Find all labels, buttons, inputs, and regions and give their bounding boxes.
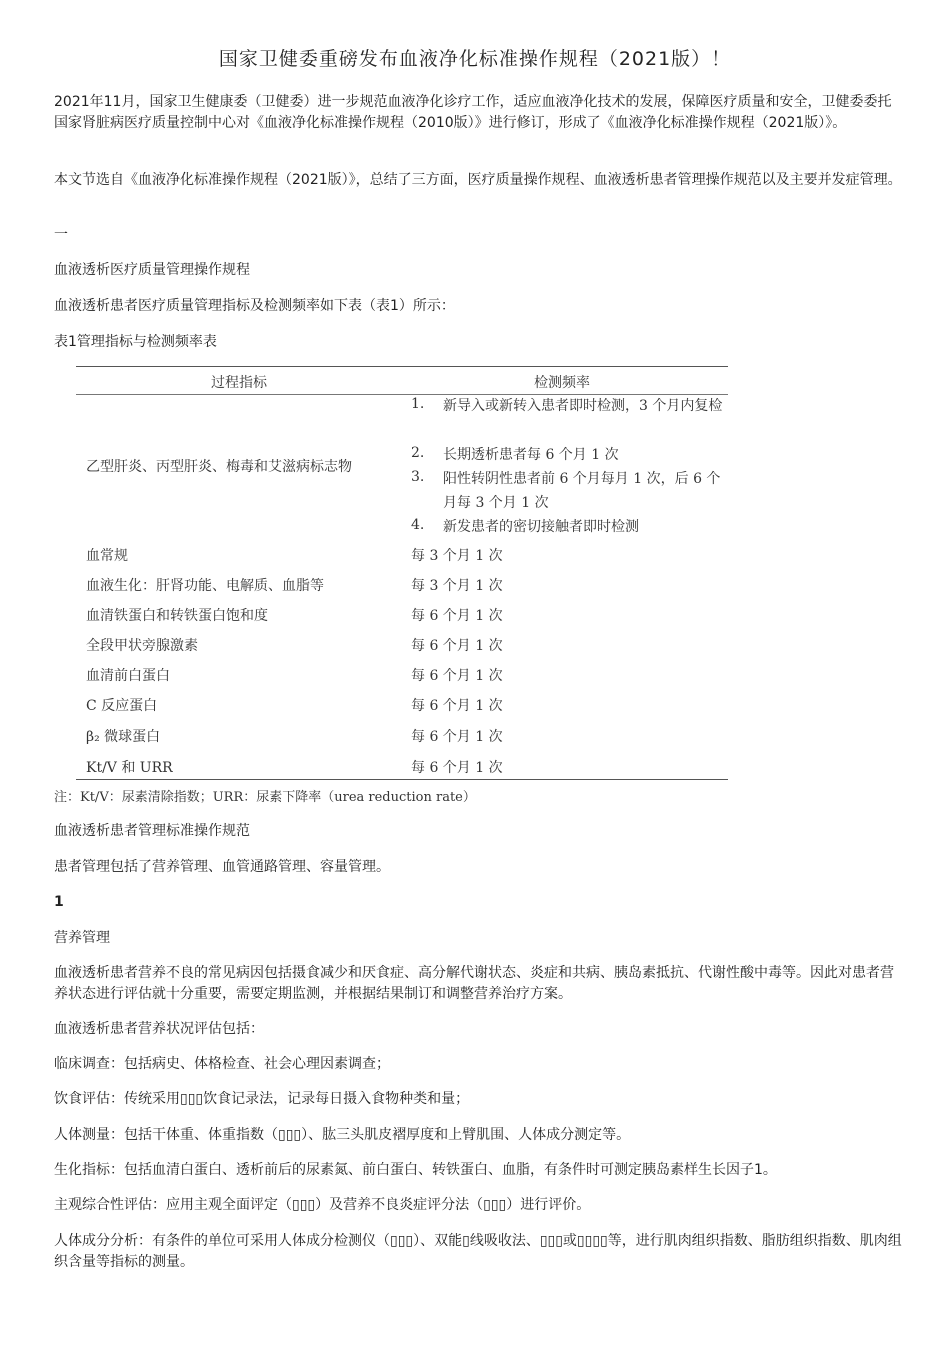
table-top-rule: [76, 366, 728, 367]
subsection-number: 1: [54, 894, 64, 910]
table-cell-frequency: 每 6 个月 1 次: [411, 698, 503, 714]
table-caption: 表1管理指标与检测频率表: [54, 334, 217, 350]
table-cell-indicator: 血常规: [86, 548, 128, 564]
table-list-number: 3.: [411, 469, 425, 485]
assessment-intro: 血液透析患者营养状况评估包括：: [54, 1021, 264, 1037]
table-cell-frequency: 每 3 个月 1 次: [411, 548, 503, 564]
assessment-item-body: 人体测量：包括干体重、体重指数（▯▯▯）、肱三头肌皮褶厚度和上臂肌围、人体成分测定等。: [54, 1127, 631, 1143]
subsection-heading: 营养管理: [54, 930, 110, 946]
table-cell-frequency: 每 6 个月 1 次: [411, 760, 503, 776]
section1-heading: 血液透析医疗质量管理操作规程: [54, 262, 250, 278]
table-list-text: 长期透析患者每 6 个月 1 次: [443, 447, 619, 463]
table-cell-indicator: β₂ 微球蛋白: [86, 729, 161, 745]
assessment-item-composition: 人体成分分析：有条件的单位可采用人体成分检测仪（▯▯▯）、双能▯线吸收法、▯▯▯或▯▯▯▯等，进行肌肉组织指数、脂肪组织指数、肌肉组织含量等指标的测量。: [54, 1233, 902, 1270]
table-cell-frequency: 每 6 个月 1 次: [411, 668, 503, 684]
table-bottom-rule: [76, 779, 728, 780]
table-list-number: 2.: [411, 445, 425, 461]
table-cell-indicator: 血清铁蛋白和转铁蛋白饱和度: [86, 608, 268, 624]
table-cell-frequency: 每 6 个月 1 次: [411, 729, 503, 745]
assessment-item-subjective: 主观综合性评估：应用主观全面评定（▯▯▯）及营养不良炎症评分法（▯▯▯）进行评价。: [54, 1197, 591, 1213]
assessment-item-diet: 饮食评估：传统采用▯▯▯饮食记录法，记录每日摄入食物种类和量；: [54, 1091, 470, 1107]
table-header-indicator: 过程指标: [211, 375, 267, 391]
section2-description: 患者管理包括了营养管理、血管通路管理、容量管理。: [54, 859, 390, 875]
table-note: 注：Kt/V：尿素清除指数；URR：尿素下降率（urea reduction rate）: [54, 790, 476, 805]
table-cell-indicator: Kt/V 和 URR: [86, 760, 173, 776]
table-cell-frequency: 每 6 个月 1 次: [411, 638, 503, 654]
table-list-number: 4.: [411, 517, 425, 533]
page-title: 国家卫健委重磅发布血液净化标准操作规程（2021版）！: [218, 48, 732, 70]
table-cell-frequency: 每 3 个月 1 次: [411, 578, 503, 594]
table-cell-indicator: 全段甲状旁腺激素: [86, 638, 198, 654]
table-cell-indicator: 血清前白蛋白: [86, 668, 170, 684]
intro-paragraph-1: 2021年11月，国家卫生健康委（卫健委）进一步规范血液净化诊疗工作，适应血液净化技术的发展，保障医疗质量和安全，卫健委委托国家肾脏病医疗质量控制中心对《血液净化标准操作规程（2010版）》进行修订，形成了《血液净化标准操作规程（2021版）》。: [54, 94, 892, 131]
table-list-text: 阳性转阴性患者前 6 个月每月 1 次，后 6 个月每 3 个月 1 次: [443, 471, 721, 511]
assessment-item-biochem: 生化指标：包括血清白蛋白、透析前后的尿素氮、前白蛋白、转铁蛋白、血脂，有条件时可测定胰岛素样生长因子1。: [54, 1162, 777, 1178]
nutrition-paragraph: 血液透析患者营养不良的常见病因包括摄食减少和厌食症、高分解代谢状态、炎症和共病、胰岛素抵抗、代谢性酸中毒等。因此对患者营养状态进行评估就十分重要，需要定期监测，并根据结果制订和调整营养治疗方案。: [54, 965, 894, 1002]
section-mark: 一: [54, 227, 68, 243]
table-header-frequency: 检测频率: [534, 375, 590, 391]
table-list-text: 新导入或新转入患者即时检测，3 个月内复检: [443, 398, 723, 414]
table-list-number: 1.: [411, 396, 425, 412]
assessment-item-clinical: 临床调查：包括病史、体格检查、社会心理因素调查；: [54, 1056, 390, 1072]
table-cell-frequency: 每 6 个月 1 次: [411, 608, 503, 624]
table-list-text: 新发患者的密切接触者即时检测: [443, 519, 639, 535]
table-cell-indicator: 乙型肝炎、丙型肝炎、梅毒和艾滋病标志物: [86, 459, 352, 475]
table-cell-indicator: 血液生化：肝肾功能、电解质、血脂等: [86, 578, 324, 594]
table-cell-indicator: C 反应蛋白: [86, 698, 158, 714]
intro-paragraph-2: 本文节选自《血液净化标准操作规程（2021版）》，总结了三方面，医疗质量操作规程、血液透析患者管理操作规范以及主要并发症管理。: [54, 172, 902, 188]
section2-heading: 血液透析患者管理标准操作规范: [54, 823, 250, 839]
section1-description: 血液透析患者医疗质量管理指标及检测频率如下表（表1）所示：: [54, 298, 455, 314]
